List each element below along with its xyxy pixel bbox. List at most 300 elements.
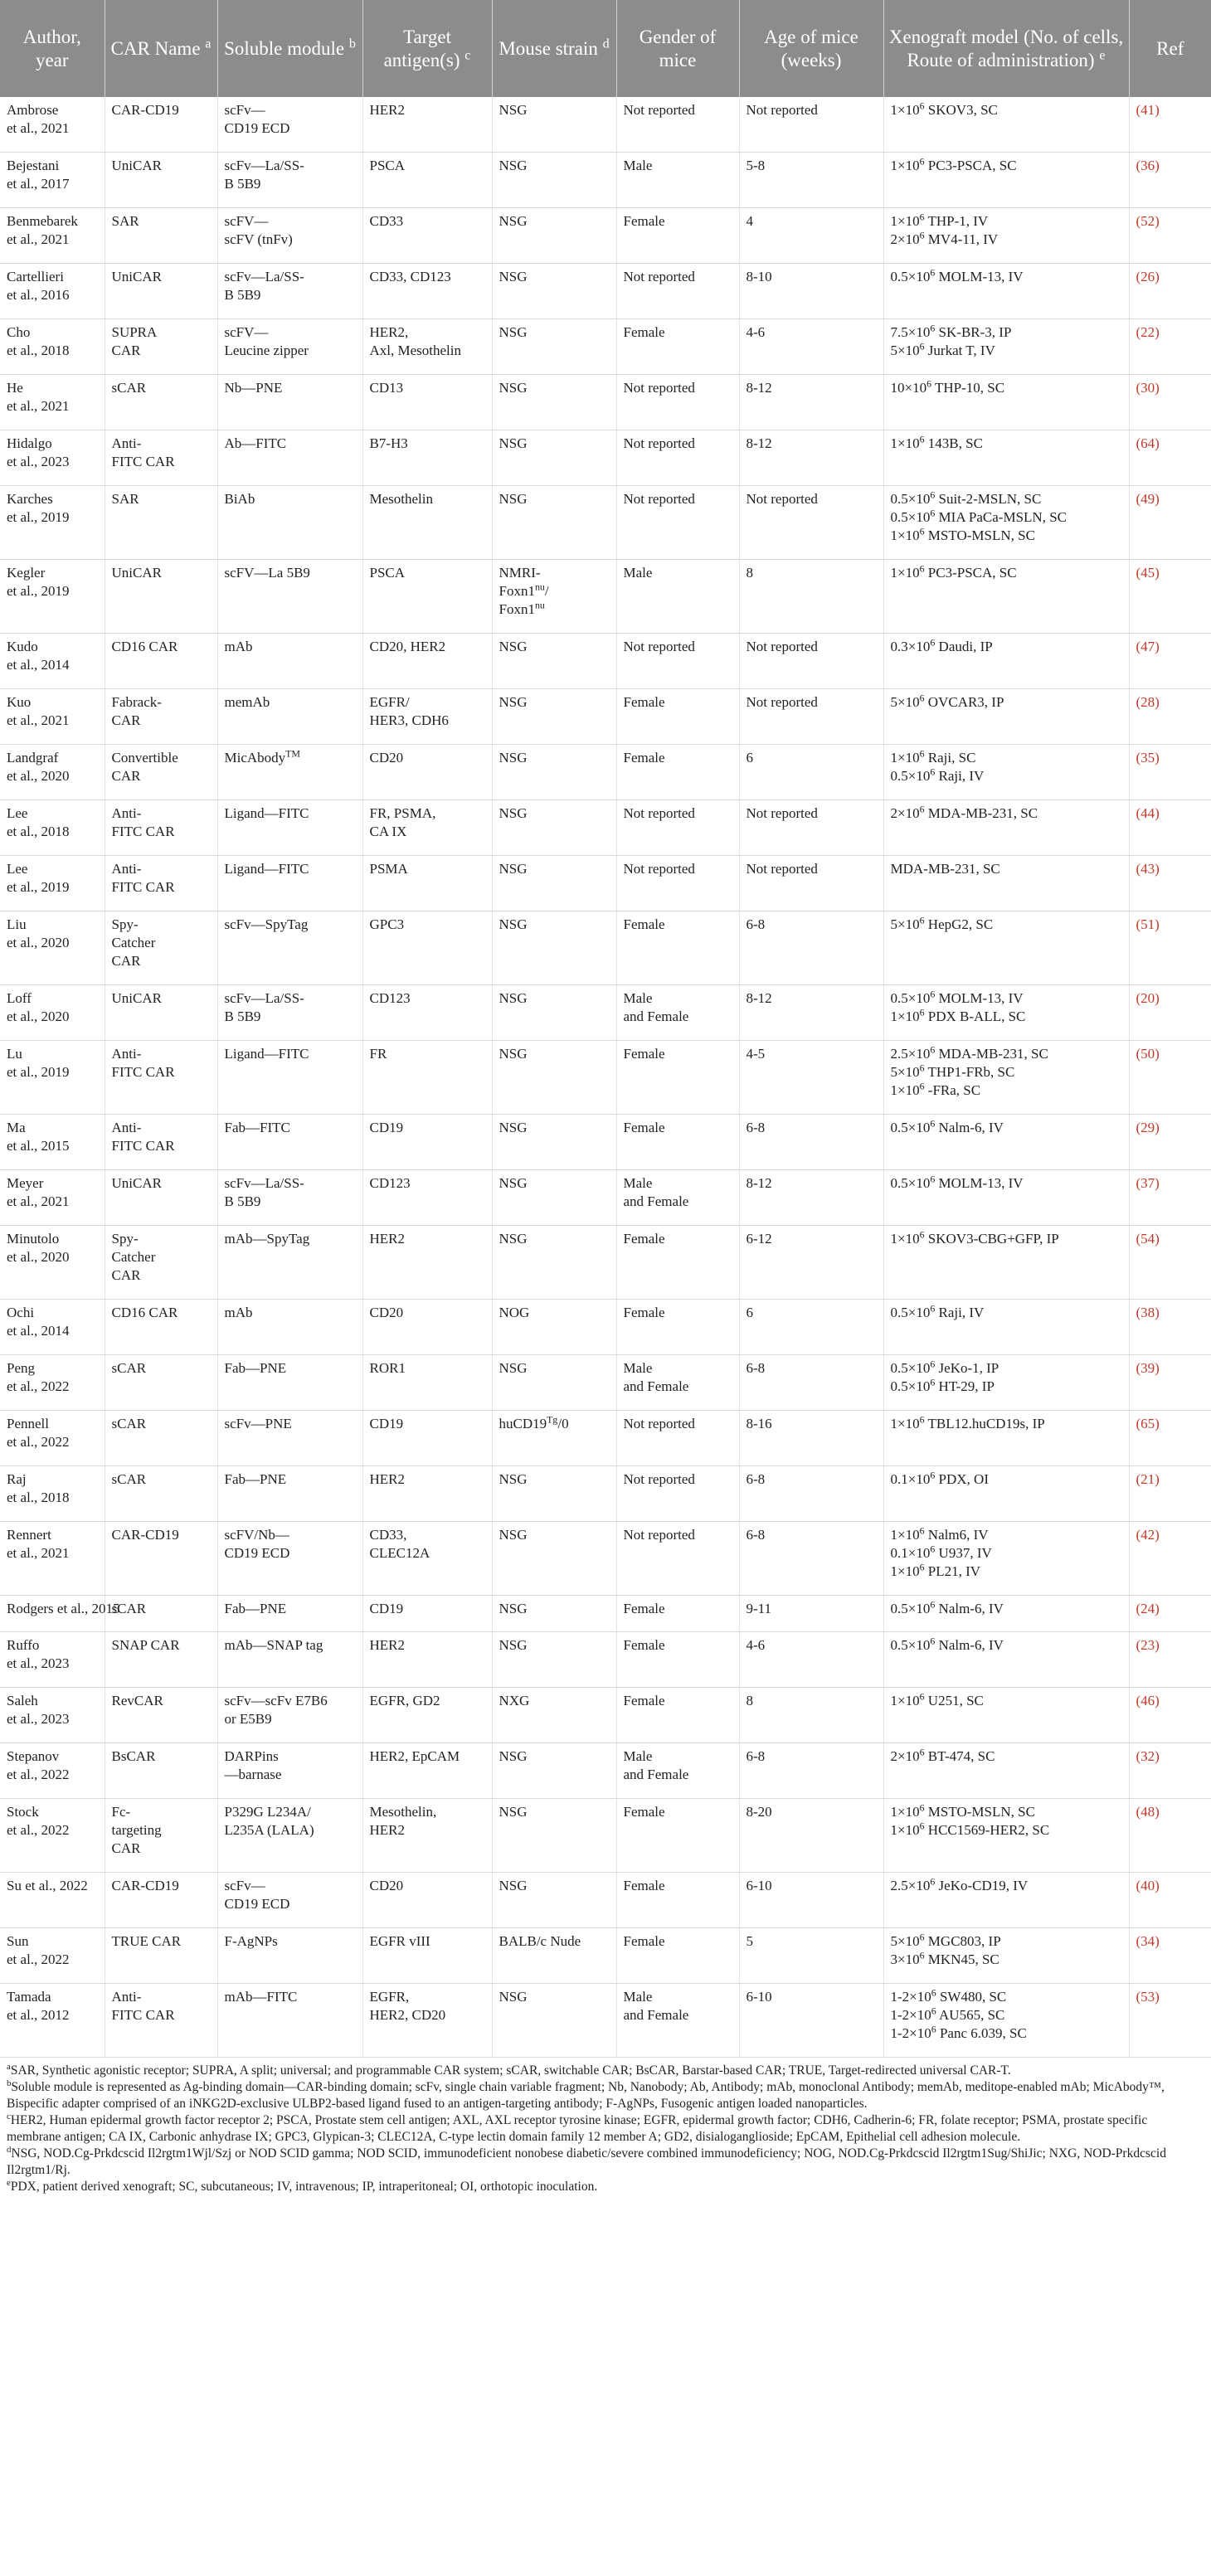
xenograft-cell: $1\times 10^6$ PC3-PSCA, SC [883, 153, 1129, 208]
xenograft-cell: $1\times 10^6$ 143B, SC [883, 430, 1129, 486]
age-cell: 5-8 [739, 153, 883, 208]
mouse-strain-cell: NSG [492, 319, 616, 375]
ref-cell [1129, 1411, 1211, 1466]
author-cell: Karches et al., 2019 [0, 486, 105, 560]
xenograft-cell: MDA-MB-231, SC [883, 856, 1129, 911]
age-cell: 6-10 [739, 1984, 883, 2058]
soluble-module-cell: DARPins —barnase [217, 1743, 362, 1799]
ref-cell [1129, 208, 1211, 264]
ref-cell [1129, 1041, 1211, 1115]
gender-cell: Male and Female [616, 1170, 739, 1226]
column-header: Age of mice (weeks) [739, 0, 883, 97]
car-name-cell: sCAR [105, 1355, 217, 1411]
soluble-module-cell: scFv— CD19 ECD [217, 1873, 362, 1928]
ref-link[interactable]: (43) [1136, 861, 1160, 877]
xenograft-cell: $2.5\times 10^6$ JeKo-CD19, IV [883, 1873, 1129, 1928]
table-row [0, 1596, 1211, 1632]
ref-link[interactable]: (42) [1136, 1527, 1160, 1543]
footnote: $^d$NSG, NOD.Cg-Prkdcscid Il2rgtm1Wjl/Szj or NOD SCID gamma; NOD SCID, immunodeficient nonobese diabetic/severe combined immunodeficiency; NOG, NOD.Cg-Prkdcscid Il2rgtm1Sug/ShiJic; NXG, NOD-Prkdcscid Il2rgtm1/Rj. [7, 2144, 1166, 2177]
mouse-strain-cell: NSG [492, 745, 616, 800]
target-antigen-cell: EGFR, GD2 [362, 1688, 492, 1743]
xenograft-cell: $1\times 10^6$ SKOV3, SC [883, 97, 1129, 153]
ref-link[interactable]: (35) [1136, 750, 1160, 766]
car-name-cell: SUPRA CAR [105, 319, 217, 375]
ref-link[interactable]: (45) [1136, 565, 1160, 581]
age-cell: 6-8 [739, 1115, 883, 1170]
soluble-module-cell: scFv—SpyTag [217, 911, 362, 985]
author-cell: Rennert et al., 2021 [0, 1522, 105, 1596]
table-row [0, 634, 1211, 689]
ref-cell [1129, 1632, 1211, 1688]
target-antigen-cell: HER2, Axl, Mesothelin [362, 319, 492, 375]
age-cell: 5 [739, 1928, 883, 1984]
gender-cell: Not reported [616, 800, 739, 856]
author-cell: He et al., 2021 [0, 375, 105, 430]
ref-link[interactable]: (50) [1136, 1046, 1160, 1062]
author-cell: Kuo et al., 2021 [0, 689, 105, 745]
ref-link[interactable]: (36) [1136, 158, 1160, 173]
ref-link[interactable]: (26) [1136, 269, 1160, 284]
gender-cell: Female [616, 1928, 739, 1984]
xenograft-cell: $1\times 10^6$ MSTO-MSLN, SC $1\times 10^6$ HCC1569-HER2, SC [883, 1799, 1129, 1873]
car-name-cell: Anti- FITC CAR [105, 800, 217, 856]
xenograft-cell: $0.5\times 10^6$ Nalm-6, IV [883, 1596, 1129, 1632]
car-name-cell: UniCAR [105, 560, 217, 634]
target-antigen-cell: CD20 [362, 745, 492, 800]
author-cell: Ambrose et al., 2021 [0, 97, 105, 153]
ref-link[interactable]: (22) [1136, 324, 1160, 340]
xenograft-cell: $1\times 10^6$ Raji, SC $0.5\times 10^6$ Raji, IV [883, 745, 1129, 800]
author-cell: Kudo et al., 2014 [0, 634, 105, 689]
ref-link[interactable]: (34) [1136, 1933, 1160, 1949]
ref-cell [1129, 1928, 1211, 1984]
gender-cell: Female [616, 689, 739, 745]
table-row [0, 1115, 1211, 1170]
mouse-strain-cell: $huCD19^{Tg}/0$ [492, 1411, 616, 1466]
column-header: Xenograft model (No. of cells, Route of administration) $^e$ [883, 0, 1129, 97]
age-cell: 8-12 [739, 430, 883, 486]
mouse-strain-cell: NMRI- $Foxn1^{nu}/$ $Foxn1^{nu}$ [492, 560, 616, 634]
mouse-strain-cell: NXG [492, 1688, 616, 1743]
table-row [0, 264, 1211, 319]
ref-link[interactable]: (32) [1136, 1748, 1160, 1764]
mouse-strain-cell: BALB/c Nude [492, 1928, 616, 1984]
age-cell: 6 [739, 1300, 883, 1355]
ref-cell [1129, 1873, 1211, 1928]
table-row [0, 1466, 1211, 1522]
xenograft-cell: $0.5\times 10^6$ MOLM-13, IV [883, 264, 1129, 319]
gender-cell: Male [616, 560, 739, 634]
target-antigen-cell: CD33 [362, 208, 492, 264]
car-name-cell: UniCAR [105, 264, 217, 319]
column-header: Mouse strain $^d$ [492, 0, 616, 97]
ref-cell [1129, 800, 1211, 856]
ref-link[interactable]: (37) [1136, 1175, 1160, 1191]
car-name-cell: sCAR [105, 1411, 217, 1466]
gender-cell: Female [616, 745, 739, 800]
ref-cell [1129, 264, 1211, 319]
xenograft-cell: $1\times 10^6$ TBL12.huCD19s, IP [883, 1411, 1129, 1466]
age-cell: 6-10 [739, 1873, 883, 1928]
xenograft-cell: $0.3\times 10^6$ Daudi, IP [883, 634, 1129, 689]
car-name-cell: SAR [105, 486, 217, 560]
soluble-module-cell: scFv—PNE [217, 1411, 362, 1466]
gender-cell: Not reported [616, 634, 739, 689]
ref-link[interactable]: (41) [1136, 102, 1160, 118]
table-row [0, 319, 1211, 375]
mouse-strain-cell: NSG [492, 1743, 616, 1799]
column-header: Soluble module $^b$ [217, 0, 362, 97]
soluble-module-cell: scFv—La/SS- B 5B9 [217, 1170, 362, 1226]
age-cell: 8-12 [739, 1170, 883, 1226]
xenograft-cell: $0.5\times 10^6$ Suit-2-MSLN, SC $0.5\times 10^6$ MIA PaCa-MSLN, SC $1\times 10^6$ MSTO-MSLN, SC [883, 486, 1129, 560]
target-antigen-cell: HER2 [362, 1466, 492, 1522]
soluble-module-cell: MicAbody™ [217, 745, 362, 800]
table-row [0, 1170, 1211, 1226]
ref-link[interactable]: (49) [1136, 491, 1160, 507]
mouse-strain-cell: NSG [492, 1355, 616, 1411]
age-cell: 6 [739, 745, 883, 800]
author-cell: Hidalgo et al., 2023 [0, 430, 105, 486]
soluble-module-cell: Nb—PNE [217, 375, 362, 430]
car-name-cell: CD16 CAR [105, 1300, 217, 1355]
footnotes [0, 2058, 1211, 2195]
author-cell: Stock et al., 2022 [0, 1799, 105, 1873]
author-cell: Cho et al., 2018 [0, 319, 105, 375]
table-row [0, 1226, 1211, 1300]
xenograft-cell: $5\times 10^6$ MGC803, IP $3\times 10^6$ MKN45, SC [883, 1928, 1129, 1984]
target-antigen-cell: CD123 [362, 985, 492, 1041]
age-cell: 4 [739, 208, 883, 264]
table-row [0, 856, 1211, 911]
soluble-module-cell: scFv—La/SS- B 5B9 [217, 153, 362, 208]
soluble-module-cell: mAb—FITC [217, 1984, 362, 2058]
mouse-strain-cell: NSG [492, 1041, 616, 1115]
author-cell: Saleh et al., 2023 [0, 1688, 105, 1743]
mouse-strain-cell: NSG [492, 1466, 616, 1522]
age-cell: 8-16 [739, 1411, 883, 1466]
mouse-strain-cell: NSG [492, 1522, 616, 1596]
gender-cell: Female [616, 1300, 739, 1355]
car-name-cell: CAR-CD19 [105, 97, 217, 153]
car-name-cell: Fc- targeting CAR [105, 1799, 217, 1873]
soluble-module-cell: Fab—FITC [217, 1115, 362, 1170]
author-cell: Pennell et al., 2022 [0, 1411, 105, 1466]
ref-cell [1129, 985, 1211, 1041]
car-name-cell: Anti- FITC CAR [105, 1984, 217, 2058]
gender-cell: Not reported [616, 264, 739, 319]
footnote: $^e$PDX, patient derived xenograft; SC, subcutaneous; IV, intravenous; IP, intraperitoneal; OI, orthotopic inoculation. [7, 2177, 598, 2194]
ref-cell [1129, 486, 1211, 560]
gender-cell: Female [616, 911, 739, 985]
target-antigen-cell: CD20 [362, 1873, 492, 1928]
target-antigen-cell: CD13 [362, 375, 492, 430]
mouse-strain-cell: NSG [492, 800, 616, 856]
xenograft-cell: $7.5\times 10^6$ SK-BR-3, IP $5\times 10^6$ Jurkat T, IV [883, 319, 1129, 375]
target-antigen-cell: EGFR, HER2, CD20 [362, 1984, 492, 2058]
table-row [0, 1300, 1211, 1355]
age-cell: 6-8 [739, 1355, 883, 1411]
xenograft-cell: $0.5\times 10^6$ MOLM-13, IV $1\times 10^6$ PDX B-ALL, SC [883, 985, 1129, 1041]
ref-link[interactable]: (64) [1136, 435, 1160, 451]
mouse-strain-cell: NSG [492, 264, 616, 319]
xenograft-cell: $5\times 10^6$ HepG2, SC [883, 911, 1129, 985]
ref-cell [1129, 375, 1211, 430]
soluble-module-cell: Fab—PNE [217, 1466, 362, 1522]
car-name-cell: sCAR [105, 1466, 217, 1522]
age-cell: 4-5 [739, 1041, 883, 1115]
ref-link[interactable]: (28) [1136, 694, 1160, 710]
ref-link[interactable]: (51) [1136, 916, 1160, 932]
car-name-cell: sCAR [105, 1596, 217, 1632]
mouse-strain-cell: NSG [492, 1984, 616, 2058]
gender-cell: Male and Female [616, 1984, 739, 2058]
soluble-module-cell: Fab—PNE [217, 1355, 362, 1411]
target-antigen-cell: PSCA [362, 560, 492, 634]
car-name-cell: Spy- Catcher CAR [105, 1226, 217, 1300]
soluble-module-cell: BiAb [217, 486, 362, 560]
ref-link[interactable]: (46) [1136, 1693, 1160, 1708]
age-cell: 8-20 [739, 1799, 883, 1873]
target-antigen-cell: FR [362, 1041, 492, 1115]
car-name-cell: Anti- FITC CAR [105, 856, 217, 911]
mouse-strain-cell: NSG [492, 97, 616, 153]
soluble-module-cell: scFV— Leucine zipper [217, 319, 362, 375]
ref-cell [1129, 689, 1211, 745]
mouse-strain-cell: NSG [492, 430, 616, 486]
mouse-strain-cell: NSG [492, 153, 616, 208]
gender-cell: Female [616, 1041, 739, 1115]
age-cell: 6-8 [739, 1466, 883, 1522]
author-cell: Peng et al., 2022 [0, 1355, 105, 1411]
table-row [0, 745, 1211, 800]
author-cell: Ochi et al., 2014 [0, 1300, 105, 1355]
author-cell: Ruffo et al., 2023 [0, 1632, 105, 1688]
mouse-strain-cell: NSG [492, 985, 616, 1041]
ref-link[interactable]: (21) [1136, 1471, 1160, 1487]
ref-link[interactable]: (30) [1136, 380, 1160, 396]
car-name-cell: Anti- FITC CAR [105, 430, 217, 486]
age-cell: Not reported [739, 856, 883, 911]
soluble-module-cell: scFv—scFv E7B6 or E5B9 [217, 1688, 362, 1743]
soluble-module-cell: F-AgNPs [217, 1928, 362, 1984]
author-cell: Rodgers et al., 2015 [0, 1596, 105, 1632]
soluble-module-cell: Fab—PNE [217, 1596, 362, 1632]
table-row [0, 560, 1211, 634]
soluble-module-cell: scFv— CD19 ECD [217, 97, 362, 153]
ref-link[interactable]: (29) [1136, 1120, 1160, 1135]
ref-link[interactable]: (40) [1136, 1878, 1160, 1893]
xenograft-cell: $0.5\times 10^6$ Raji, IV [883, 1300, 1129, 1355]
ref-link[interactable]: (20) [1136, 990, 1160, 1006]
ref-link[interactable]: (53) [1136, 1989, 1160, 2005]
car-name-cell: sCAR [105, 375, 217, 430]
gender-cell: Female [616, 1596, 739, 1632]
target-antigen-cell: GPC3 [362, 911, 492, 985]
age-cell: 8-12 [739, 985, 883, 1041]
gender-cell: Female [616, 1873, 739, 1928]
soluble-module-cell: mAb [217, 634, 362, 689]
author-cell: Bejestani et al., 2017 [0, 153, 105, 208]
ref-link[interactable]: (65) [1136, 1416, 1160, 1431]
target-antigen-cell: HER2 [362, 97, 492, 153]
soluble-module-cell: Ab—FITC [217, 430, 362, 486]
age-cell: Not reported [739, 800, 883, 856]
table-row [0, 486, 1211, 560]
soluble-module-cell: Ligand—FITC [217, 1041, 362, 1115]
soluble-module-cell: scFV—La 5B9 [217, 560, 362, 634]
xenograft-cell: $0.1\times 10^6$ PDX, OI [883, 1466, 1129, 1522]
ref-cell [1129, 1226, 1211, 1300]
ref-cell [1129, 745, 1211, 800]
xenograft-cell: $0.5\times 10^6$ Nalm-6, IV [883, 1632, 1129, 1688]
ref-cell [1129, 1170, 1211, 1226]
author-cell: Cartellieri et al., 2016 [0, 264, 105, 319]
age-cell: Not reported [739, 634, 883, 689]
target-antigen-cell: CD33, CD123 [362, 264, 492, 319]
mouse-strain-cell: NSG [492, 375, 616, 430]
column-header: Author, year [0, 0, 105, 97]
soluble-module-cell: Ligand—FITC [217, 856, 362, 911]
gender-cell: Male and Female [616, 1743, 739, 1799]
ref-cell [1129, 1522, 1211, 1596]
ref-link[interactable]: (24) [1136, 1601, 1160, 1616]
gender-cell: Female [616, 1115, 739, 1170]
ref-cell [1129, 1466, 1211, 1522]
gender-cell: Not reported [616, 1522, 739, 1596]
xenograft-cell: $2.5\times 10^6$ MDA-MB-231, SC $5\times 10^6$ THP1-FRb, SC $1\times 10^6$ -FRa, SC [883, 1041, 1129, 1115]
car-name-cell: Convertible CAR [105, 745, 217, 800]
gender-cell: Not reported [616, 430, 739, 486]
target-antigen-cell: HER2 [362, 1226, 492, 1300]
table-row [0, 375, 1211, 430]
target-antigen-cell: HER2, EpCAM [362, 1743, 492, 1799]
ref-cell [1129, 319, 1211, 375]
car-name-cell: Anti- FITC CAR [105, 1115, 217, 1170]
target-antigen-cell: CD19 [362, 1411, 492, 1466]
author-cell: Ma et al., 2015 [0, 1115, 105, 1170]
author-cell: Lee et al., 2018 [0, 800, 105, 856]
table-row [0, 97, 1211, 153]
soluble-module-cell: scFv—La/SS- B 5B9 [217, 985, 362, 1041]
ref-link[interactable]: (23) [1136, 1637, 1160, 1653]
author-cell: Benmebarek et al., 2021 [0, 208, 105, 264]
table-row [0, 800, 1211, 856]
car-name-cell: SAR [105, 208, 217, 264]
car-name-cell: UniCAR [105, 1170, 217, 1226]
author-cell: Sun et al., 2022 [0, 1928, 105, 1984]
gender-cell: Not reported [616, 1466, 739, 1522]
xenograft-cell: $1\times 10^6$ THP-1, IV $2\times 10^6$ MV4-11, IV [883, 208, 1129, 264]
table-row [0, 1632, 1211, 1688]
age-cell: 8-10 [739, 264, 883, 319]
table-row [0, 1041, 1211, 1115]
soluble-module-cell: mAb [217, 1300, 362, 1355]
ref-link[interactable]: (54) [1136, 1231, 1160, 1247]
target-antigen-cell: CD33, CLEC12A [362, 1522, 492, 1596]
car-name-cell: Spy- Catcher CAR [105, 911, 217, 985]
mouse-strain-cell: NSG [492, 208, 616, 264]
xenograft-cell: $1-2\times 10^6$ SW480, SC $1-2\times 10^6$ AU565, SC $1-2\times 10^6$ Panc 6.039, SC [883, 1984, 1129, 2058]
target-antigen-cell: CD20, HER2 [362, 634, 492, 689]
table-row [0, 153, 1211, 208]
ref-link[interactable]: (38) [1136, 1305, 1160, 1320]
ref-link[interactable]: (48) [1136, 1804, 1160, 1820]
mouse-strain-cell: NSG [492, 1226, 616, 1300]
author-cell: Raj et al., 2018 [0, 1466, 105, 1522]
soluble-module-cell: Ligand—FITC [217, 800, 362, 856]
gender-cell: Not reported [616, 1411, 739, 1466]
table-row [0, 985, 1211, 1041]
column-header: Target antigen(s) $^c$ [362, 0, 492, 97]
footnote: $^c$HER2, Human epidermal growth factor receptor 2; PSCA, Prostate stem cell antigen; AXL, AXL receptor tyrosine kinase; EGFR, epidermal growth factor; CDH6, Cadherin-6; FR, folate receptor; PSMA, prostate specific membrane antigen; CA IX, Carbonic anhydrase IX; GPC3, Glypican-3; CLEC12A, C-type lectin domain family 12 member A; GD2, disialoganglioside; EpCAM, Epithelial cell adhesion molecule. [7, 2111, 1148, 2144]
ref-link[interactable]: (44) [1136, 805, 1160, 821]
target-antigen-cell: CD19 [362, 1596, 492, 1632]
mouse-strain-cell: NOG [492, 1300, 616, 1355]
target-antigen-cell: PSMA [362, 856, 492, 911]
gender-cell: Not reported [616, 856, 739, 911]
car-name-cell: RevCAR [105, 1688, 217, 1743]
target-antigen-cell: CD19 [362, 1115, 492, 1170]
xenograft-cell: $1\times 10^6$ U251, SC [883, 1688, 1129, 1743]
ref-link[interactable]: (47) [1136, 639, 1160, 654]
table-row [0, 430, 1211, 486]
author-cell: Lu et al., 2019 [0, 1041, 105, 1115]
target-antigen-cell: EGFR vIII [362, 1928, 492, 1984]
age-cell: 6-12 [739, 1226, 883, 1300]
ref-cell [1129, 1115, 1211, 1170]
mouse-strain-cell: NSG [492, 634, 616, 689]
car-name-cell: TRUE CAR [105, 1928, 217, 1984]
table-row [0, 1928, 1211, 1984]
car-name-cell: CAR-CD19 [105, 1873, 217, 1928]
age-cell: 6-8 [739, 1743, 883, 1799]
author-cell: Landgraf et al., 2020 [0, 745, 105, 800]
ref-cell [1129, 911, 1211, 985]
xenograft-cell: $0.5\times 10^6$ MOLM-13, IV [883, 1170, 1129, 1226]
target-antigen-cell: PSCA [362, 153, 492, 208]
ref-cell [1129, 1355, 1211, 1411]
author-cell: Minutolo et al., 2020 [0, 1226, 105, 1300]
author-cell: Kegler et al., 2019 [0, 560, 105, 634]
table-row [0, 1743, 1211, 1799]
table-row [0, 208, 1211, 264]
author-cell: Su et al., 2022 [0, 1873, 105, 1928]
target-antigen-cell: FR, PSMA, CA IX [362, 800, 492, 856]
xenograft-cell: $1\times 10^6$ Nalm6, IV $0.1\times 10^6$ U937, IV $1\times 10^6$ PL21, IV [883, 1522, 1129, 1596]
ref-cell [1129, 1300, 1211, 1355]
target-antigen-cell: B7-H3 [362, 430, 492, 486]
mouse-strain-cell: NSG [492, 1170, 616, 1226]
table-row [0, 1799, 1211, 1873]
ref-cell [1129, 1688, 1211, 1743]
ref-cell [1129, 153, 1211, 208]
soluble-module-cell: P329G L234A/ L235A (LALA) [217, 1799, 362, 1873]
target-antigen-cell: CD20 [362, 1300, 492, 1355]
ref-link[interactable]: (39) [1136, 1360, 1160, 1376]
footnote: $^b$Soluble module is represented as Ag-binding domain—CAR-binding domain; scFv, single chain variable fragment; Nb, Nanobody; Ab, Antibody; mAb, monoclonal Antibody; memAb, meditope-enabled mAb; MicAbody™, Bispecific adapter comprised of an iNKG2D-exclusive ULBP2-based ligand fused to an antigen-targeting antibody; F-AgNPs, Fusogenic antigen loaded nanoparticles. [7, 2078, 1165, 2111]
car-name-cell: UniCAR [105, 985, 217, 1041]
table-body [0, 97, 1211, 2058]
age-cell: 6-8 [739, 911, 883, 985]
car-name-cell: SNAP CAR [105, 1632, 217, 1688]
car-name-cell: Anti- FITC CAR [105, 1041, 217, 1115]
gender-cell: Female [616, 208, 739, 264]
author-cell: Meyer et al., 2021 [0, 1170, 105, 1226]
author-cell: Lee et al., 2019 [0, 856, 105, 911]
ref-link[interactable]: (52) [1136, 213, 1160, 229]
column-header: Gender of mice [616, 0, 739, 97]
